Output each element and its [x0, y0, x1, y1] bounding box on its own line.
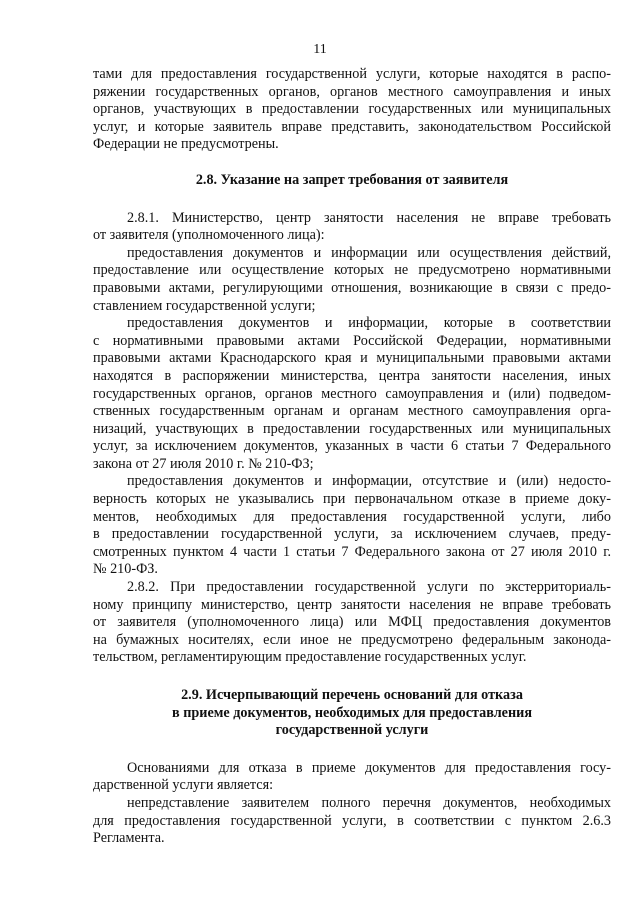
text-line: ментов, необходимых для предоставления государственной услуги, либо: [93, 508, 611, 525]
text-line: с нормативными правовыми актами Российской Федерации, нормативными: [93, 332, 611, 349]
text-line: правовыми актами Краснодарского края и муниципальными правовыми актами: [93, 350, 611, 367]
text-line: услуг, и которые заявитель вправе представить, законодательством Российской: [93, 118, 611, 135]
section-2-8: [93, 172, 611, 667]
intro-paragraph: [93, 66, 611, 154]
text-line: от заявителя (уполномоченного лица):: [93, 227, 325, 244]
text-line: правовыми актами, регулирующими отношения, возникающие в связи с предо-: [93, 279, 611, 296]
text-line: для предоставления государственной услуги, в соответствии с пунктом 2.6.3: [93, 812, 611, 829]
list-item: [93, 315, 611, 473]
list-item: [93, 795, 611, 848]
page-number: 11: [313, 42, 327, 57]
text-line: тельством, регламентирующим предоставление государственных услуг.: [93, 649, 527, 666]
text-line: органов, участвующих в предоставлении государственных или муниципальных: [93, 101, 611, 118]
paragraph-2-8-2: [93, 579, 611, 667]
text-line: 2.8.2. При предоставлении государственной услуги по экстерриториаль-: [127, 579, 611, 596]
text-line: низаций, участвующих в предоставлении государственных или муниципальных: [93, 420, 611, 437]
text-line: Федерации не предусмотрены.: [93, 136, 279, 153]
text-line: тами для предоставления государственной услуги, которые находятся в распо-: [93, 66, 611, 82]
section-heading-2-9-line: государственной услуги: [275, 722, 429, 739]
text-line: услуг, за исключением документов, указанных в части 6 статьи 7 Федерального: [93, 438, 611, 455]
text-line: ственных государственным органам и органам местного самоуправления орга-: [93, 403, 611, 420]
text-line: 2.8.1. Министерство, центр занятости населения не вправе требовать: [127, 209, 611, 226]
text-line: дарственной услуги является:: [93, 777, 274, 794]
text-line: верность которых не указывались при первоначальном отказе в приеме доку-: [93, 491, 611, 508]
text-line: государственных органов, органов местного самоуправления и (или) подведом-: [93, 385, 611, 402]
text-line: закона от 27 июля 2010 г. № 210-ФЗ;: [93, 455, 314, 472]
text-line: предоставление или осуществление которых не предусмотрено нормативными: [93, 262, 611, 279]
text-line: от заявителя (уполномоченного лица) или МФЦ предоставления документов: [93, 614, 611, 631]
text-line: ному принципу министерство, центр занятости населения не вправе требовать: [93, 596, 611, 613]
paragraph-2-8-1: [93, 210, 611, 245]
paragraph-2-9-intro: [93, 760, 611, 795]
list-item: [93, 473, 611, 579]
section-heading-2-9-line: в приеме документов, необходимых для предоставления: [172, 704, 532, 721]
section-heading-2-8: 2.8. Указание на запрет требования от заявителя: [195, 171, 509, 188]
list-item: [93, 245, 611, 315]
text-line: ставлением государственной услуги;: [93, 297, 316, 314]
section-heading-2-9: 2.9. Исчерпывающий перечень оснований для отказа: [181, 687, 523, 703]
document-body: [93, 66, 611, 848]
text-line: в предоставлении государственной услуги, за исключением случаев, преду-: [93, 526, 611, 543]
text-line: Основаниями для отказа в приеме документов для предоставления госу-: [127, 759, 611, 776]
text-line: Регламента.: [93, 830, 165, 847]
section-2-9: [93, 687, 611, 848]
text-line: ряжении государственных органов, органов местного самоуправления и иных: [93, 83, 611, 100]
text-line: предоставления документов и информации или осуществления действий,: [127, 244, 611, 261]
text-line: № 210-ФЗ.: [93, 561, 158, 578]
text-line: находятся в распоряжении министерства, центра занятости населения, иных: [93, 367, 611, 384]
text-line: смотренных пунктом 4 части 1 статьи 7 Федерального закона от 27 июля 2010 г.: [93, 543, 611, 560]
text-line: на бумажных носителях, если иное не предусмотрено федеральным законода-: [93, 631, 611, 648]
text-line: предоставления документов и информации, отсутствие и (или) недосто-: [127, 473, 611, 490]
text-line: предоставления документов и информации, которые в соответствии: [127, 315, 611, 332]
text-line: непредставление заявителем полного перечня документов, необходимых: [127, 794, 611, 811]
